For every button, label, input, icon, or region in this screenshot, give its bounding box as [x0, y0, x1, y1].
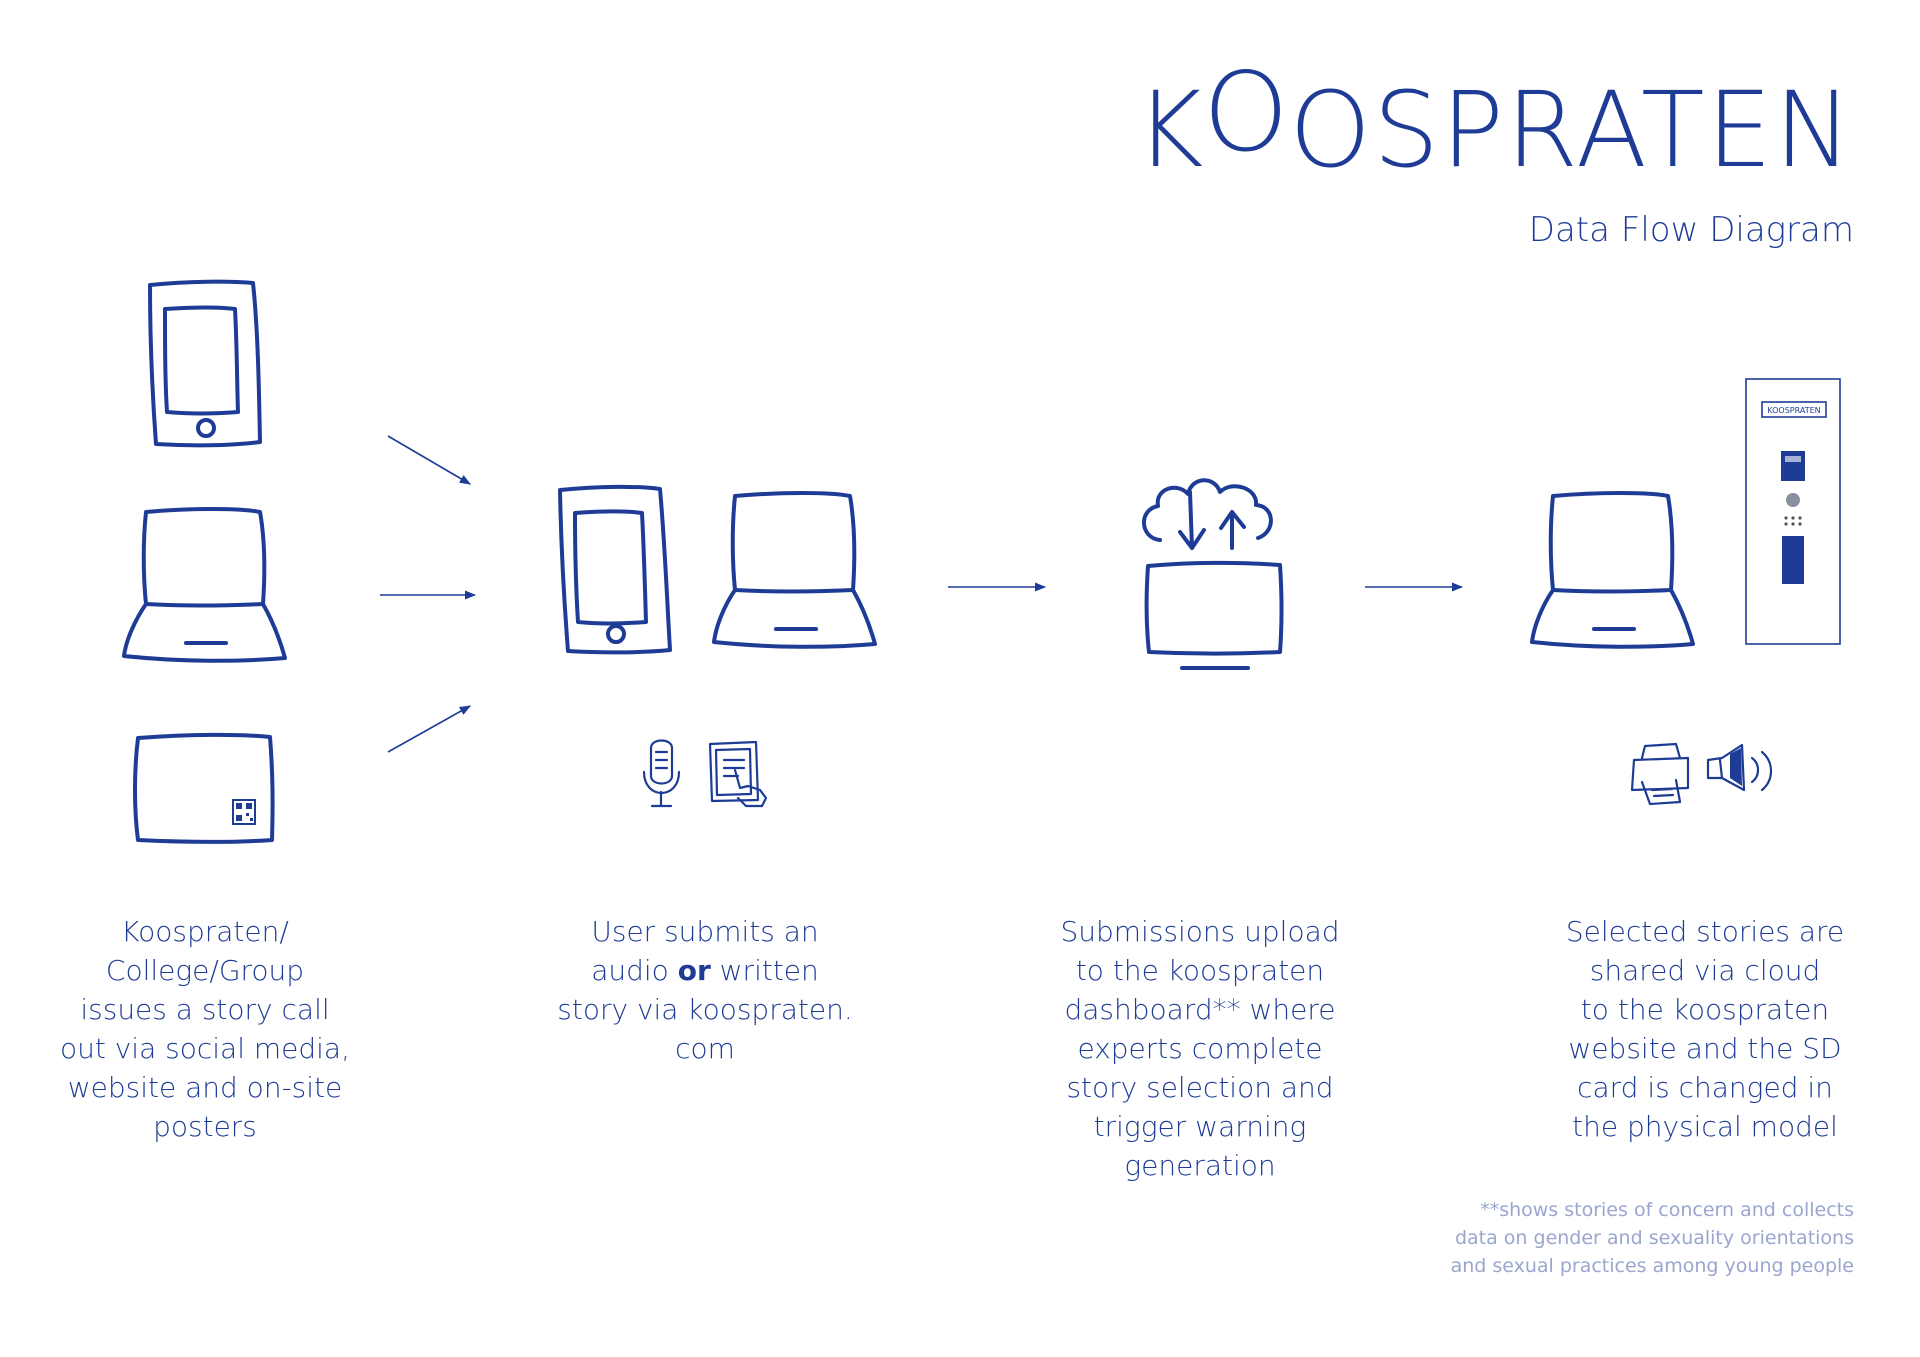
printer-icon [1632, 744, 1688, 804]
arrow-poster-to-submit [388, 706, 470, 752]
page-subtitle: Data Flow Diagram [1528, 210, 1854, 250]
microphone-icon [644, 741, 679, 807]
physical-model-kiosk [1746, 379, 1840, 644]
written-story-icon [710, 742, 766, 806]
step-4-caption: Selected stories are shared via cloud to the koospraten website and the SD card is changed in the physical model [1565, 915, 1845, 1143]
brand-letters-rest: OSPRATEN [1289, 69, 1854, 191]
step-2-caption-part-1: User submits an audio [591, 915, 819, 987]
footnote: **shows stories of concern and collects data on gender and sexuality orientations and sexual practices among young people [1450, 1199, 1854, 1277]
step-3-caption: Submissions upload to the koospraten dashboard** where experts complete story selection and trigger warning generation [1060, 915, 1340, 1182]
speaker-icon [1708, 745, 1771, 790]
laptop-icon [124, 509, 285, 661]
arrow-phone-to-submit [388, 436, 470, 484]
phone-icon-submit [560, 487, 670, 653]
step-2-caption-part-2: written story via koospraten. com [557, 954, 853, 1065]
step-2-caption [545, 912, 865, 1068]
brand-raised-o: O [1203, 47, 1292, 177]
poster-qr-icon [135, 735, 273, 842]
phone-icon [150, 282, 260, 446]
brand-letter-k: K [1135, 69, 1206, 191]
cloud-upload-icon [1144, 480, 1271, 548]
laptop-icon-website [1532, 493, 1693, 647]
kiosk-brand-label: KOOSPRATEN [1767, 406, 1821, 415]
monitor-icon [1147, 563, 1282, 668]
step-2-caption-or: or [677, 954, 711, 987]
laptop-icon-submit [714, 493, 875, 647]
step-1-caption: Koospraten/ College/Group issues a story call out via social media, website and on-site posters [59, 915, 350, 1143]
